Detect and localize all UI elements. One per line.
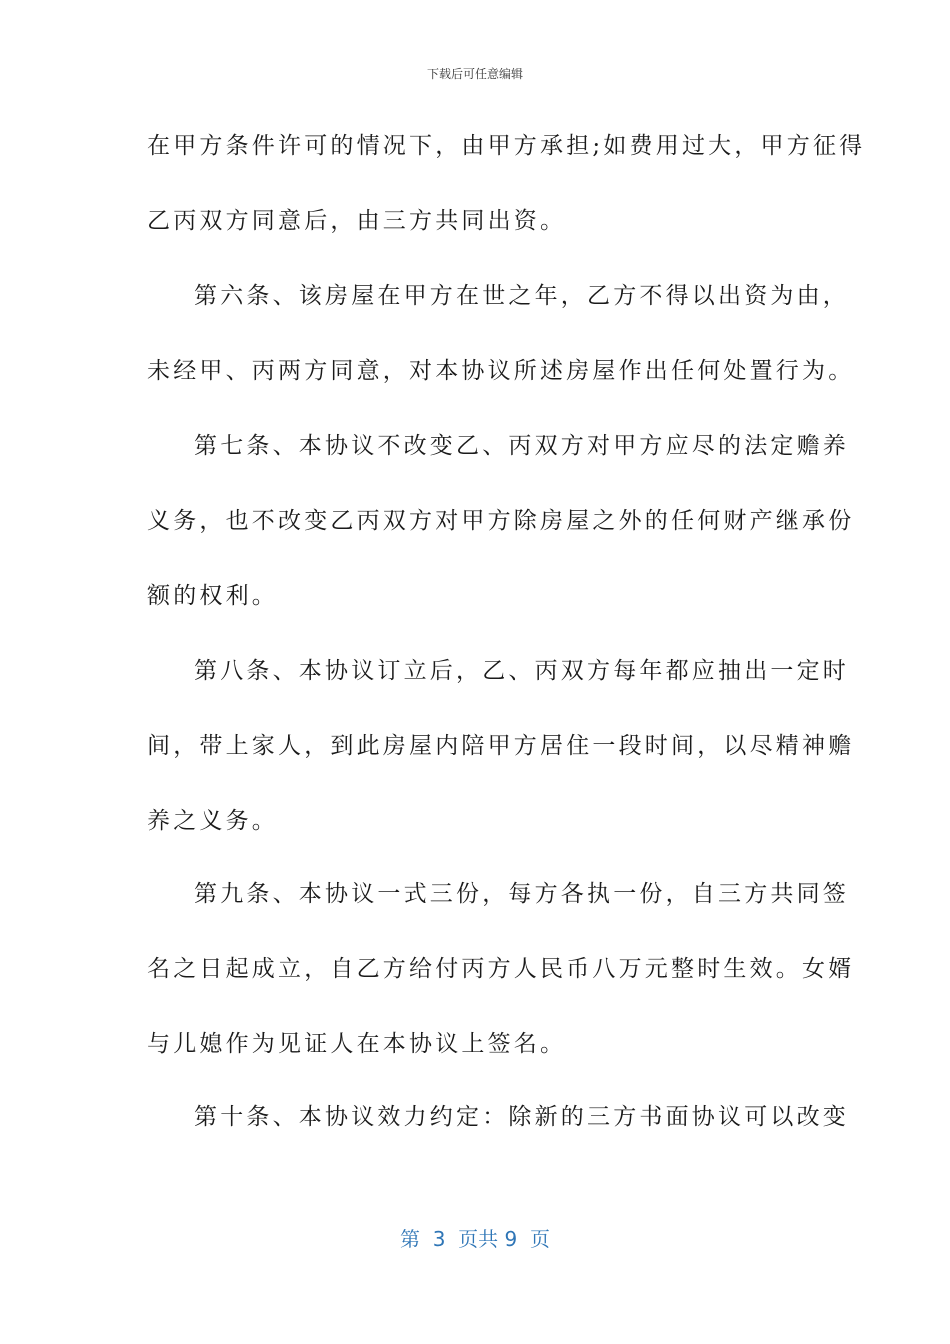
body-line-10: 养之义务。: [147, 808, 278, 834]
body-line-6: 义务，也不改变乙丙双方对甲方除房屋之外的任何财产继承份: [147, 508, 855, 534]
page-header-note: 下载后可任意编辑: [426, 67, 523, 81]
body-line-7: 额的权利。: [147, 583, 278, 609]
body-line-3: 第六条、该房屋在甲方在世之年，乙方不得以出资为由，: [194, 283, 849, 309]
page-number-footer: 第 3 页共 9 页: [400, 1227, 550, 1251]
body-line-9: 间，带上家人，到此房屋内陪甲方居住一段时间，以尽精神赡: [147, 733, 855, 759]
body-line-12: 名之日起成立，自乙方给付丙方人民币八万元整时生效。女婿: [147, 956, 855, 982]
body-line-1: 在甲方条件许可的情况下，由甲方承担;如费用过大，甲方征得: [147, 133, 866, 159]
body-line-8: 第八条、本协议订立后，乙、丙双方每年都应抽出一定时: [194, 658, 849, 684]
body-line-14: 第十条、本协议效力约定：除新的三方书面协议可以改变: [194, 1104, 849, 1130]
body-line-5: 第七条、本协议不改变乙、丙双方对甲方应尽的法定赡养: [194, 433, 849, 459]
body-line-2: 乙丙双方同意后，由三方共同出资。: [147, 208, 567, 234]
body-line-13: 与儿媳作为见证人在本协议上签名。: [147, 1031, 567, 1057]
body-line-11: 第九条、本协议一式三份，每方各执一份，自三方共同签: [194, 881, 849, 907]
body-line-4: 未经甲、丙两方同意，对本协议所述房屋作出任何处置行为。: [147, 358, 855, 384]
